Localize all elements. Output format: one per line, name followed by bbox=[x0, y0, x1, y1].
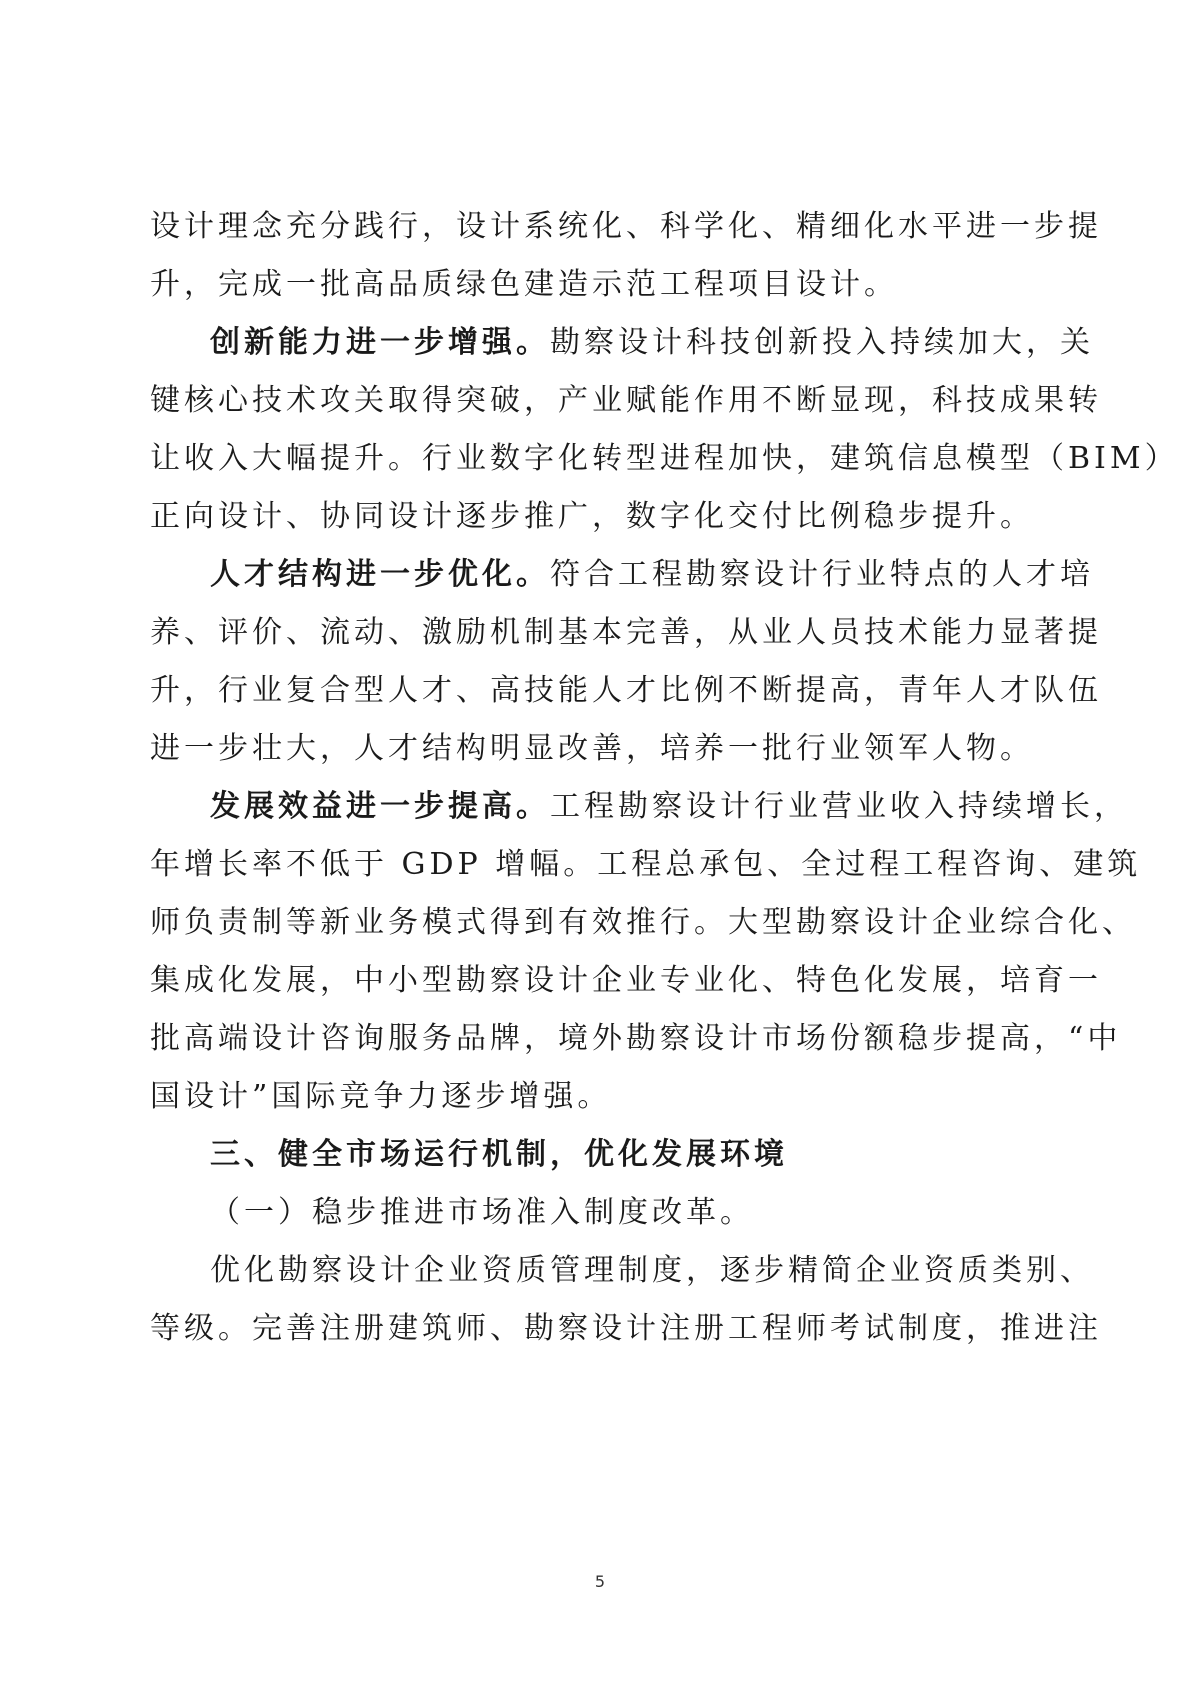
section-heading: 三、健全市场运行机制，优化发展环境 bbox=[210, 1137, 788, 1172]
paragraph-talent bbox=[210, 555, 1094, 595]
page-number: 5 bbox=[594, 1572, 606, 1591]
text-span: 勘察设计科技创新投入持续加大，关 bbox=[550, 325, 1094, 360]
text-line: 等级。完善注册建筑师、勘察设计注册工程师考试制度，推进注 bbox=[150, 1311, 1102, 1346]
text-line: 国设计”国际竞争力逐步增强。 bbox=[150, 1079, 612, 1114]
text-line: 优化勘察设计企业资质管理制度，逐步精简企业资质类别、 bbox=[210, 1253, 1094, 1288]
text-line: 年增长率不低于 GDP 增幅。工程总承包、全过程工程咨询、建筑 bbox=[150, 847, 1142, 882]
text-line: 批高端设计咨询服务品牌，境外勘察设计市场份额稳步提高，“中 bbox=[150, 1021, 1122, 1056]
text-line: 养、评价、流动、激励机制基本完善，从业人员技术能力显著提 bbox=[150, 615, 1102, 650]
text-line: 师负责制等新业务模式得到有效推行。大型勘察设计企业综合化、 bbox=[150, 905, 1136, 940]
text-span: 符合工程勘察设计行业特点的人才培 bbox=[550, 557, 1094, 592]
text-line: 键核心技术攻关取得突破，产业赋能作用不断显现，科技成果转 bbox=[150, 383, 1102, 418]
text-line: 设计理念充分践行，设计系统化、科学化、精细化水平进一步提 bbox=[150, 209, 1102, 244]
paragraph-heading: 发展效益进一步提高。 bbox=[210, 789, 550, 824]
text-line: 进一步壮大，人才结构明显改善，培养一批行业领军人物。 bbox=[150, 731, 1034, 766]
paragraph-heading: 创新能力进一步增强。 bbox=[210, 325, 550, 360]
text-line: 升，行业复合型人才、高技能人才比例不断提高，青年人才队伍 bbox=[150, 673, 1102, 708]
subsection-heading: （一）稳步推进市场准入制度改革。 bbox=[210, 1195, 754, 1230]
paragraph-innovation bbox=[210, 323, 1094, 363]
paragraph-benefits bbox=[210, 787, 1128, 827]
text-line: 让收入大幅提升。行业数字化转型进程加快，建筑信息模型（BIM） bbox=[150, 441, 1179, 476]
text-span: 工程勘察设计行业营业收入持续增长， bbox=[550, 789, 1128, 824]
paragraph-heading: 人才结构进一步优化。 bbox=[210, 557, 550, 592]
text-line: 升，完成一批高品质绿色建造示范工程项目设计。 bbox=[150, 267, 898, 302]
text-line: 正向设计、协同设计逐步推广，数字化交付比例稳步提升。 bbox=[150, 499, 1034, 534]
text-line: 集成化发展，中小型勘察设计企业专业化、特色化发展，培育一 bbox=[150, 963, 1102, 998]
